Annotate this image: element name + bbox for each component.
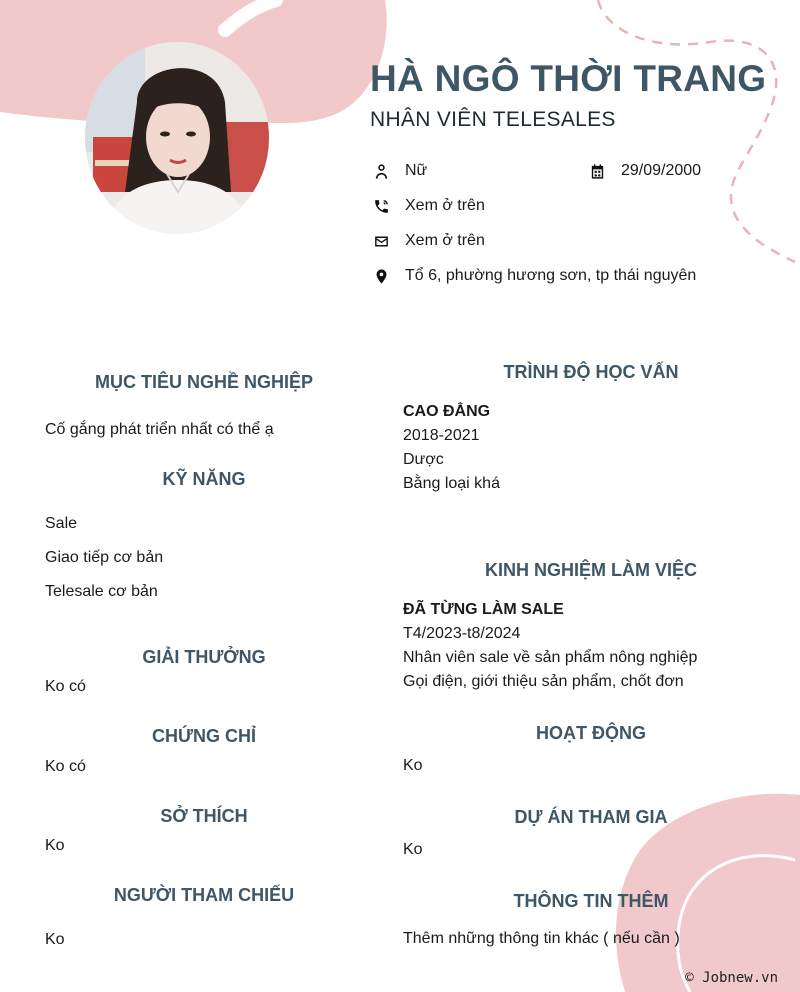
gender-value: Nữ (405, 162, 428, 179)
location-icon (370, 265, 392, 287)
job-title: NHÂN VIÊN TELESALES (370, 108, 616, 131)
email-icon (370, 230, 392, 252)
references-title: NGƯỜI THAM CHIẾU (113, 885, 295, 905)
address-row (370, 265, 696, 287)
skill-item: Giao tiếp cơ bản (45, 549, 164, 566)
education-major: Dược (403, 451, 444, 468)
hobbies-text: Ko (45, 837, 65, 854)
activities-text: Ko (403, 757, 423, 774)
birthday-value: 29/09/2000 (621, 162, 702, 179)
email-value: Xem ở trên (405, 232, 485, 249)
awards-title: GIẢI THƯỞNG (142, 647, 266, 667)
skill-item: Telesale cơ bản (45, 583, 158, 600)
watermark: © Jobnew.vn (685, 970, 778, 986)
projects-text: Ko (403, 841, 423, 858)
references-text: Ko (45, 931, 65, 948)
education-school: CAO ĐẲNG (403, 403, 491, 420)
avatar-photo (85, 42, 269, 234)
education-title: TRÌNH ĐỘ HỌC VẤN (503, 362, 679, 382)
projects-title: DỰ ÁN THAM GIA (514, 807, 668, 827)
objective-text: Cố gắng phát triển nhất có thể ạ (45, 421, 274, 438)
dashed-curve (598, 0, 795, 262)
phone-row (370, 195, 485, 217)
certificates-text: Ko có (45, 758, 86, 775)
awards-text: Ko có (45, 678, 86, 695)
extra-info-text: Thêm những thông tin khác ( nếu cần ) (403, 930, 680, 947)
certificates-title: CHỨNG CHỈ (152, 726, 256, 746)
birthday-row (586, 160, 701, 182)
extra-info-title: THÔNG TIN THÊM (513, 891, 669, 911)
avatar (85, 42, 269, 234)
experience-period: T4/2023-t8/2024 (403, 625, 521, 642)
skill-item: Sale (45, 515, 78, 532)
education-period: 2018-2021 (403, 427, 480, 444)
email-row (370, 230, 485, 252)
person-icon (370, 160, 392, 182)
objective-title: MỤC TIÊU NGHỀ NGHIỆP (94, 372, 313, 392)
candidate-name: HÀ NGÔ THỜI TRANG (370, 58, 767, 99)
education-grade: Bằng loại khá (403, 475, 500, 492)
gender-row (370, 160, 427, 182)
experience-line: Gọi điện, giới thiệu sản phẩm, chốt đơn (403, 673, 684, 690)
calendar-icon (586, 160, 608, 182)
experience-line: Nhân viên sale về sản phẩm nông nghiệp (403, 649, 698, 666)
skills-title: KỸ NĂNG (162, 469, 246, 489)
experience-title: KINH NGHIỆM LÀM VIỆC (484, 560, 697, 580)
phone-icon (370, 195, 392, 217)
address-value: Tổ 6, phường hương sơn, tp thái nguyên (405, 267, 697, 284)
phone-value: Xem ở trên (405, 197, 485, 214)
hobbies-title: SỞ THÍCH (160, 806, 248, 826)
activities-title: HOẠT ĐỘNG (536, 723, 646, 743)
experience-company: ĐÃ TỪNG LÀM SALE (403, 601, 564, 618)
